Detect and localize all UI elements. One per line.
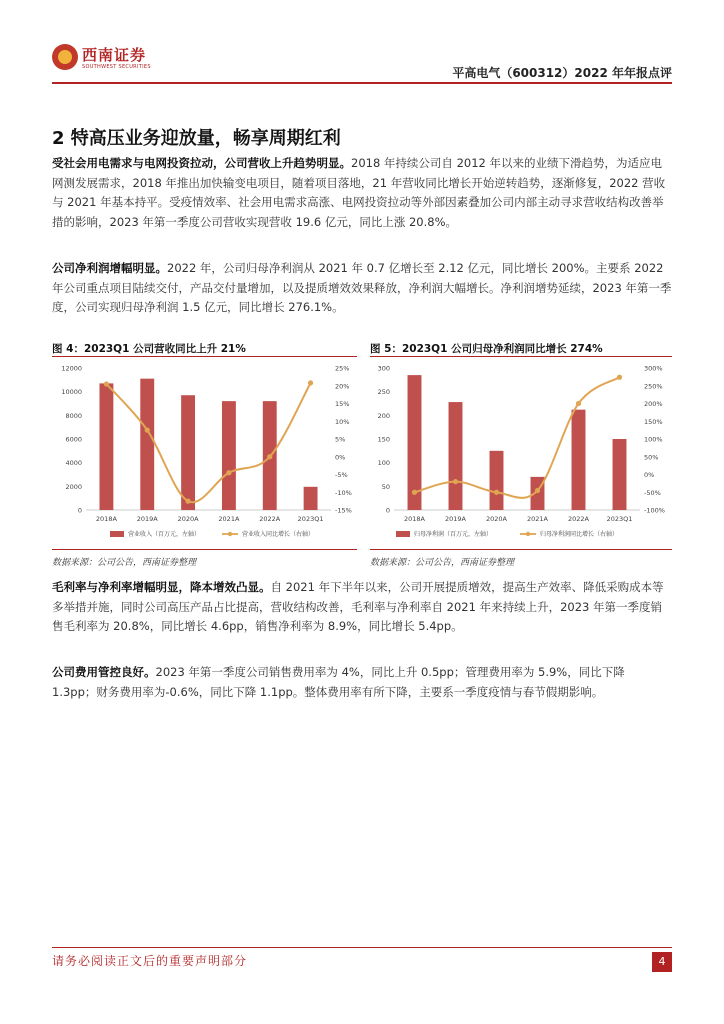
y-left-tick-label: 10000	[61, 388, 82, 397]
legend-line-label: 归母净利润同比增长（右轴）	[540, 531, 619, 538]
y-right-tick-label: 20%	[335, 382, 350, 391]
footer-divider	[52, 947, 672, 948]
figure-5-chart	[370, 360, 672, 546]
figure-5-bottom-rule	[370, 549, 672, 550]
y-right-tick-label: 250%	[644, 382, 663, 391]
footer-disclaimer: 请务必阅读正文后的重要声明部分	[52, 954, 248, 968]
paragraph-body: 自 2021 年下半年以来，公司开展提质增效，提高生产效率、降低采购成本等多举措并施，同时公司高压产品占比提高，营收结构改善，毛利率与净利率自 2021 年来持续上升，2023 年第一季度销售毛利率为 20.8%，同比增长 4.6pp，销售净利率为 8.9%，同比增长 5.4pp。	[52, 580, 664, 633]
section-heading: 2 特高压业务迎放量，畅享周期红利	[52, 128, 341, 149]
y-right-tick-label: 50%	[644, 453, 659, 462]
chart-growth-line	[415, 377, 620, 498]
report-title: 平高电气（600312）2022 年年报点评	[452, 66, 672, 80]
paragraph-body: 2018 年持续公司自 2012 年以来的业绩下滑趋势，为适应电网测发展需求，2018 年推出加快输变电项目，随着项目落地，21 年营收同比增长开始逆转趋势，逐渐修复，2022 营收与 2021 年基本持平。受疫情效率、社会用电需求高涨、电网投资拉动等外部因素叠加公司内部主动寻求营收结构改善举措的影响，2023 年第一季度公司营收实现营收 19.6 亿元，同比上涨 20.8%。	[52, 156, 666, 229]
chart-growth-point	[535, 488, 540, 493]
paragraph-net-profit	[52, 259, 672, 318]
y-right-tick-label: 100%	[644, 435, 663, 444]
logo-text-en: SOUTHWEST SECURITIES	[82, 64, 151, 70]
y-left-tick-label: 250	[377, 388, 390, 397]
chart-bar	[613, 439, 627, 510]
logo-text-cn: 西南证券	[82, 46, 147, 64]
figure-4-chart	[52, 360, 357, 546]
y-left-tick-label: 4000	[65, 459, 82, 468]
chart-growth-point	[494, 490, 499, 495]
company-logo	[52, 42, 152, 80]
x-tick-label: 2020A	[177, 515, 199, 523]
x-tick-label: 2021A	[218, 515, 240, 523]
legend-bar-label: 营业收入（百万元，左轴）	[128, 531, 201, 538]
chart-bar	[140, 379, 154, 510]
paragraph-lead: 受社会用电需求与电网投资拉动，公司营收上升趋势明显。	[52, 156, 351, 170]
figure-4-title: 图 4：2023Q1 公司营收同比上升 21%	[52, 343, 246, 355]
chart-bar	[449, 402, 463, 510]
figure-4-bottom-rule	[52, 549, 357, 550]
chart-growth-point	[104, 381, 109, 386]
chart-bar	[490, 451, 504, 510]
figure-5-top-rule	[370, 356, 672, 357]
figure-5-source: 数据来源：公司公告，西南证券整理	[370, 558, 515, 568]
y-right-tick-label: 200%	[644, 400, 663, 408]
logo-mark-icon	[52, 44, 78, 70]
y-right-tick-label: 25%	[335, 364, 350, 373]
chart-growth-point	[267, 454, 272, 459]
chart-growth-point	[145, 428, 150, 433]
chart-bar	[181, 395, 195, 510]
y-left-tick-label: 200	[377, 411, 390, 420]
paragraph-margins	[52, 578, 672, 637]
y-right-tick-label: 15%	[335, 400, 350, 408]
y-right-tick-label: 0%	[335, 453, 346, 462]
paragraph-body: 2023 年第一季度公司销售费用率为 4%，同比上升 0.5pp；管理费用率为 5.9%，同比下降 1.3pp；财务费用率为-0.6%，同比下降 1.1pp。整体费用率有所下降，主要系一季度疫情与春节假期影响。	[52, 665, 625, 699]
y-left-tick-label: 150	[377, 435, 390, 444]
figure-5-title: 图 5：2023Q1 公司归母净利润同比增长 274%	[370, 343, 603, 355]
y-right-tick-label: -5%	[335, 471, 348, 479]
legend-line-label: 营业收入同比增长（右轴）	[242, 531, 315, 538]
legend-bar-swatch	[110, 531, 124, 537]
x-tick-label: 2021A	[527, 515, 548, 523]
legend-bar-swatch	[396, 531, 410, 537]
x-tick-label: 2019A	[136, 515, 158, 523]
y-left-tick-label: 2000	[65, 482, 82, 491]
paragraph-body: 2022 年，公司归母净利润从 2021 年 0.7 亿增长至 2.12 亿元，同比增长 200%。主要系 2022 年公司重点项目陆续交付，产品交付量增加，以及提质增效效果释放，净利润大幅增长。净利润增势延续，2023 年第一季度，公司实现归母净利润 1.5 亿元，同比增长 276.1%。	[52, 261, 672, 314]
y-right-tick-label: -10%	[335, 488, 352, 497]
x-tick-label: 2023Q1	[297, 515, 324, 523]
y-right-tick-label: -50%	[644, 488, 661, 497]
x-tick-label: 2022A	[568, 515, 589, 523]
chart-growth-point	[308, 380, 313, 385]
chart-growth-point	[617, 375, 622, 380]
y-right-tick-label: 0%	[644, 471, 655, 479]
paragraph-expenses	[52, 663, 672, 702]
page-number: 4	[652, 952, 672, 972]
chart-growth-line	[106, 383, 310, 502]
y-right-tick-label: 10%	[335, 417, 350, 426]
x-tick-label: 2020A	[486, 515, 507, 523]
x-tick-label: 2019A	[445, 515, 466, 523]
y-left-tick-label: 12000	[61, 364, 82, 373]
legend-line-marker	[228, 532, 232, 536]
header-divider	[52, 82, 672, 84]
paragraph-lead: 毛利率与净利率增幅明显，降本增效凸显。	[52, 580, 271, 594]
chart-bar	[99, 383, 113, 510]
y-right-tick-label: 150%	[644, 417, 663, 426]
y-right-tick-label: -15%	[335, 506, 352, 515]
chart-growth-point	[185, 499, 190, 504]
y-left-tick-label: 100	[377, 459, 390, 468]
y-right-tick-label: -100%	[644, 506, 665, 515]
chart-growth-point	[412, 490, 417, 495]
legend-bar-label: 归母净利润（百万元，左轴）	[414, 531, 493, 538]
x-tick-label: 2018A	[404, 515, 425, 523]
y-left-tick-label: 0	[385, 506, 390, 515]
paragraph-revenue	[52, 154, 672, 232]
x-tick-label: 2018A	[95, 515, 117, 523]
x-tick-label: 2023Q1	[606, 515, 633, 523]
y-right-tick-label: 300%	[644, 364, 663, 373]
y-left-tick-label: 50	[381, 482, 390, 491]
paragraph-lead: 公司净利润增幅明显。	[52, 261, 167, 275]
chart-growth-point	[576, 401, 581, 406]
y-left-tick-label: 6000	[65, 435, 82, 444]
y-left-tick-label: 8000	[65, 411, 82, 420]
chart-growth-point	[226, 470, 231, 475]
x-tick-label: 2022A	[259, 515, 281, 523]
chart-growth-point	[453, 479, 458, 484]
chart-bar	[222, 401, 236, 510]
legend-line-marker	[526, 532, 530, 536]
y-left-tick-label: 0	[77, 506, 82, 515]
figure-4-top-rule	[52, 356, 357, 357]
chart-bar	[572, 410, 586, 510]
chart-bar	[304, 487, 318, 510]
paragraph-lead: 公司费用管控良好。	[52, 665, 156, 679]
y-left-tick-label: 300	[377, 364, 390, 373]
figure-4-source: 数据来源：公司公告，西南证券整理	[52, 558, 197, 568]
y-right-tick-label: 5%	[335, 435, 346, 444]
